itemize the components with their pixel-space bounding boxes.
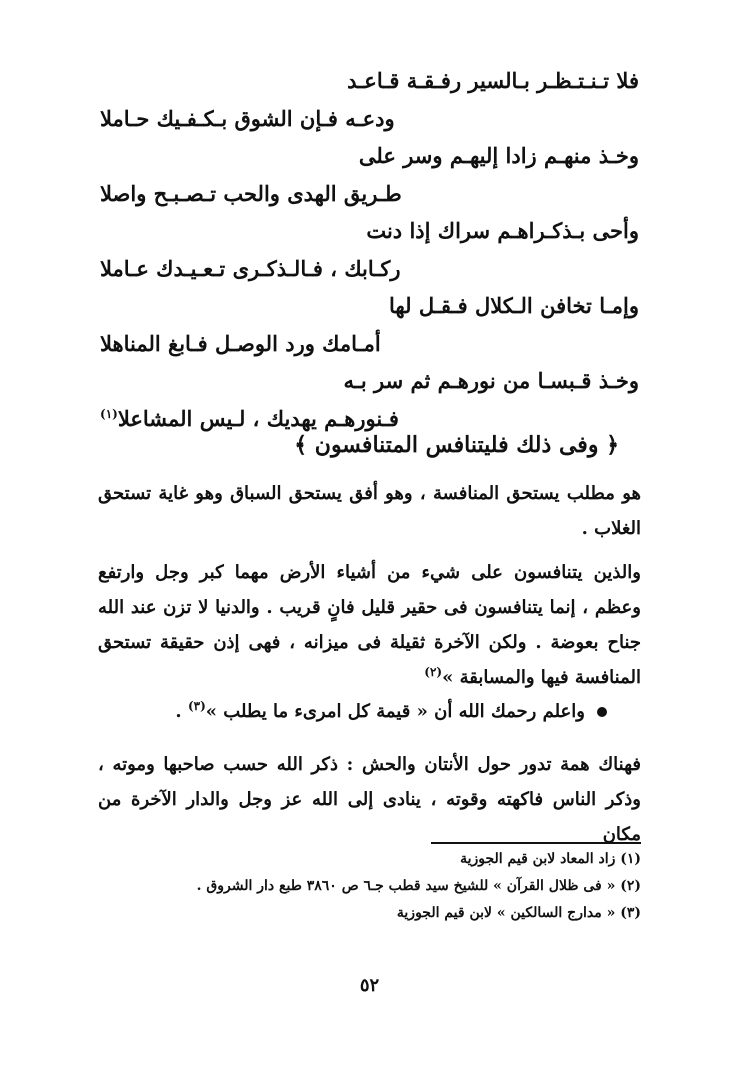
poem <box>100 62 639 437</box>
footnote-2: (٢) « فى ظلال القرآن » للشيخ سيد قطب جـ٦ ص ٣٨٦٠ طبع دار الشروق . <box>196 878 641 894</box>
poem-verse-4: طـريق الهدى والحب تـصـبـح واصلا <box>100 180 402 206</box>
paragraph-1: هو مطلب يستحق المنافسة ، وهو أفق يستحق السباق وهو غاية تستحق الغلاب . <box>98 483 641 539</box>
poem-verse-9: وخـذ قـبسـا من نورهـم ثم سر بـه <box>343 368 639 393</box>
footnote-divider <box>431 842 641 844</box>
footnote-ref-2: (٢) <box>424 665 443 679</box>
poem-verse-6: ركـابك ، فـالـذكـرى تـعـيـدك عـاملا <box>100 255 401 281</box>
footnote-3: (٣) « مدارج السالكين » لابن قيم الجوزية <box>396 905 641 921</box>
poem-verse-5: وأحى بـذكـراهـم سراك إذا دنت <box>366 218 639 243</box>
poem-verse-3: وخـذ منهـم زادا إليهـم وسر على <box>358 143 639 168</box>
footnote-ref-1: (١) <box>100 406 118 421</box>
poem-verse-10: فـنورهـم يهديك ، لـيس المشاعلا$^{(١)}$ <box>100 405 399 431</box>
footnotes <box>98 846 641 927</box>
poem-verse-7: وإمـا تخافن الـكلال فـقـل لها <box>389 293 639 318</box>
paragraph-3: واعلم رحمك الله أن « قيمة كل امرىء ما يطلب »$^{(٣)}$ . <box>98 694 641 729</box>
footnote-1: (١) زاد المعاد لابن قيم الجوزية <box>460 851 641 867</box>
bullet-icon <box>597 707 607 717</box>
footnote-ref-3: (٣) <box>187 699 206 713</box>
paragraph-2: والذين يتنافسون على شيء من أشياء الأرض مهما كبر وجل وارتفع وعظم ، إنما يتنافسون فى حقير قليل فانٍ قريب . والدنيا لا تزن عند الله جناح بعوضة . ولكن الآخرة ثقيلة فى ميزانه ، فهى إذن حقيقة تستحق المنافسة فيها والمسابقة »$^{(٢)}$ <box>98 562 641 688</box>
section-heading: ﴿ وفى ذلك فليتنافس المتنافسون ﴾ <box>294 432 619 458</box>
poem-verse-1: فلا تـنـتـظـر بـالسير رفـقـة قـاعـد <box>347 68 639 93</box>
paragraph-4: فهناك همة تدور حول الأنتان والحش : ذكر الله حسب صاحبها وموته ، وذكر الناس فاكهته وقوته ، ينادى إلى الله عز وجل والدار الآخرة من مكان <box>98 754 641 845</box>
page-number: ٥٢ <box>359 975 380 996</box>
poem-verse-8: أمـامك ورد الوصـل فـابغ المناهلا <box>100 330 381 356</box>
poem-verse-2: ودعـه فـإن الشوق بـكـفـيك حـاملا <box>100 105 395 131</box>
